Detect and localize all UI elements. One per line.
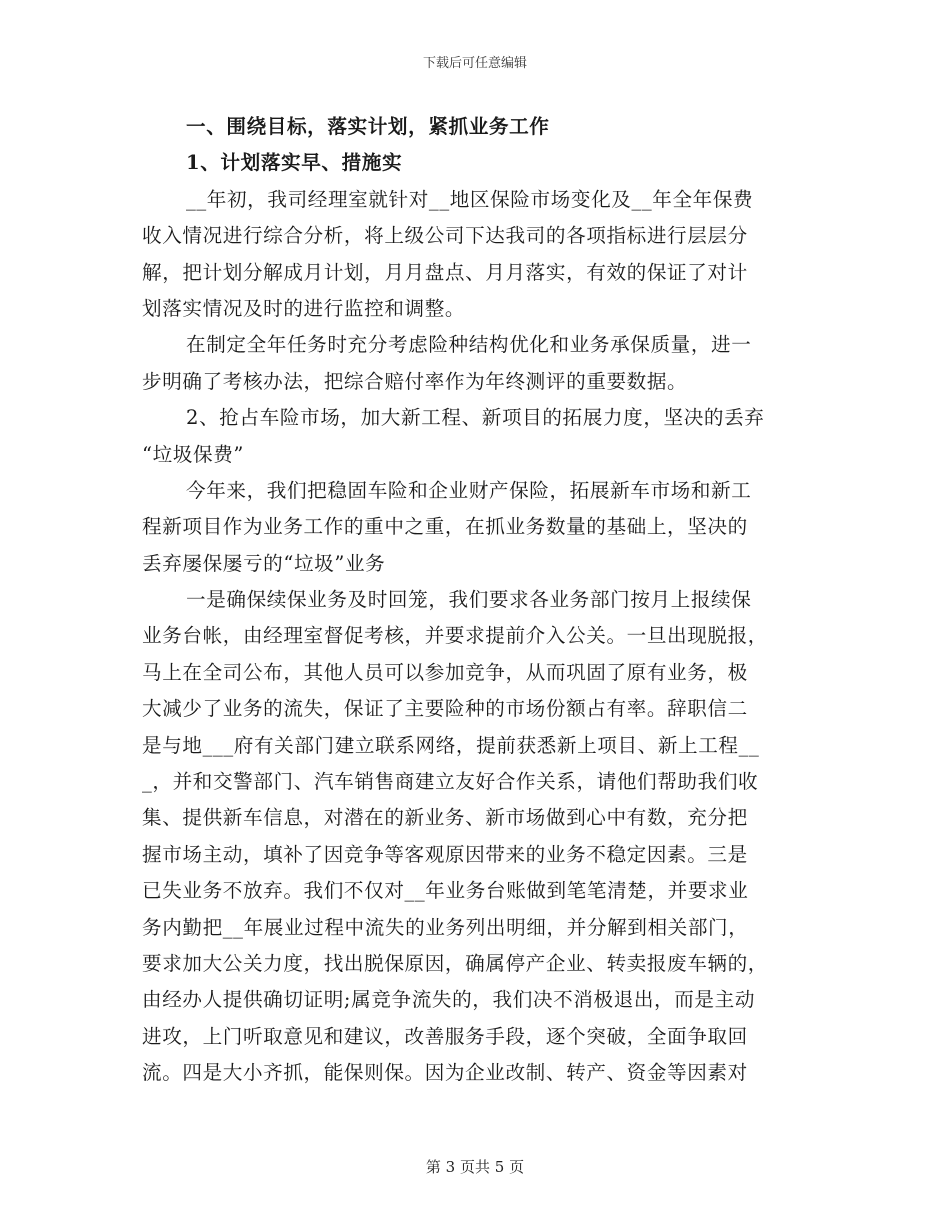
text-line: 流。四是大小齐抓，能保则保。因为企业改制、转产、资金等因素对 (142, 1061, 748, 1085)
text-line: 收入情况进行综合分析，将上级公司下达我司的各项指标进行层层分 (142, 224, 748, 248)
text-line: 务内勤把__年展业过程中流失的业务列出明细，并分解到相关部门， (142, 915, 749, 939)
text-line: 要求加大公关力度，找出脱保原因，确属停产企业、转卖报废车辆的， (142, 951, 769, 975)
page-footer: 第 3 页共 5 页 (425, 1158, 525, 1176)
text-line: 由经办人提供确切证明;属竞争流失的，我们决不消极退出，而是主动 (142, 988, 756, 1012)
text-line: 丢弃屡保屡亏的“垃圾”业务 (142, 551, 386, 575)
text-line: 程新项目作为业务工作的重中之重，在抓业务数量的基础上，坚决的 (142, 515, 748, 539)
text-line: 在制定全年任务时充分考虑险种结构优化和业务承保质量，进一 (186, 333, 752, 357)
text-line: 划落实情况及时的进行监控和调整。 (142, 296, 466, 320)
section-heading: 一、围绕目标，落实计划，紧抓业务工作 (186, 115, 550, 138)
text-line: __年初，我司经理室就针对__地区保险市场变化及__年全年保费 (186, 187, 754, 211)
text-line: “垃圾保费” (142, 442, 245, 466)
text-line: 大减少了业务的流失，保证了主要险种的市场份额占有率。辞职信二 (142, 697, 748, 721)
text-line: 马上在全司公布，其他人员可以参加竞争，从而巩固了原有业务，极 (142, 660, 748, 684)
text-line: _，并和交警部门、汽车销售商建立友好合作关系，请他们帮助我们收 (142, 770, 759, 794)
text-line: 是与地___府有关部门建立联系网络，提前获悉新上项目、新上工程__ (142, 733, 760, 757)
text-line: 业务台帐，由经理室督促考核，并要求提前介入公关。一旦出现脱报， (142, 624, 769, 648)
text-line: 2、抢占车险市场，加大新工程、新项目的拓展力度，坚决的丢弃 (186, 406, 765, 430)
text-line: 解，把计划分解成月计划，月月盘点、月月落实，有效的保证了对计 (142, 260, 748, 284)
text-line: 已失业务不放弃。我们不仅对__年业务台账做到笔笔清楚，并要求业 (142, 879, 749, 903)
text-line: 今年来，我们把稳固车险和企业财产保险，拓展新车市场和新工 (186, 478, 752, 502)
text-line: 进攻，上门听取意见和建议，改善服务手段，逐个突破，全面争取回 (142, 1024, 748, 1048)
page-header: 下载后可任意编辑 (422, 56, 527, 71)
text-line: 握市场主动，填补了因竞争等客观原因带来的业务不稳定因素。三是 (142, 842, 748, 866)
document-body (142, 109, 808, 1092)
text-line: 步明确了考核办法，把综合赔付率作为年终测评的重要数据。 (142, 369, 688, 393)
text-line: 一是确保续保业务及时回笼，我们要求各业务部门按月上报续保 (186, 588, 752, 612)
section-heading: 1、计划落实早、措施实 (186, 151, 403, 175)
text-line: 集、提供新车信息，对潜在的新业务、新市场做到心中有数，充分把 (142, 806, 748, 830)
